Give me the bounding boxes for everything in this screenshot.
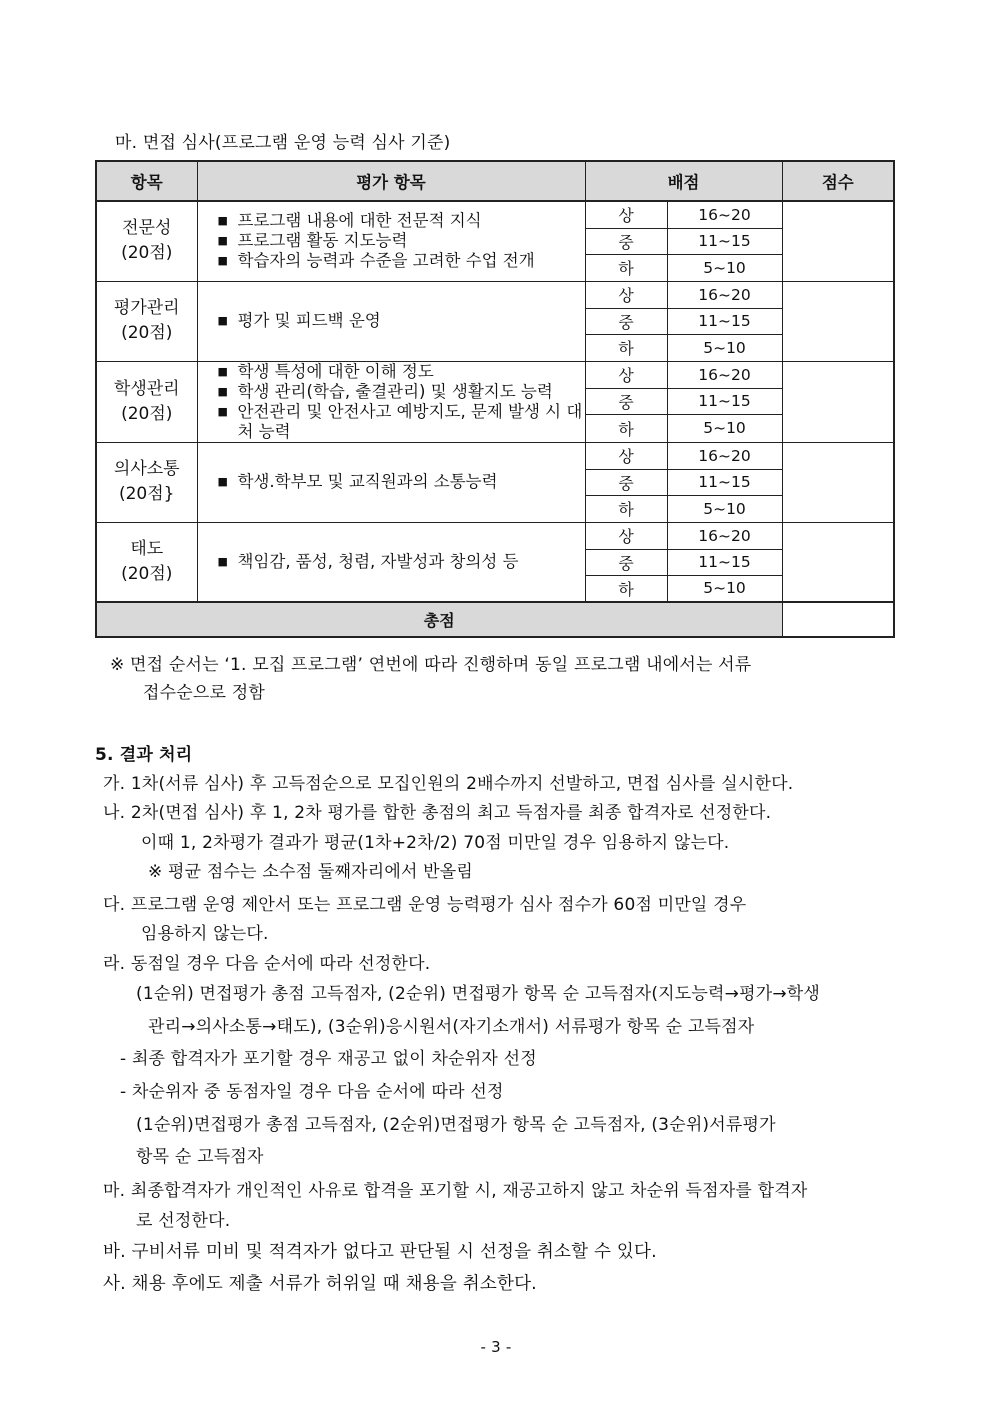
- grade-cell: 중: [585, 469, 667, 495]
- criteria-item: ■ 프로그램 내용에 대한 전문적 지식: [218, 211, 585, 231]
- criteria-item: ■ 안전관리 및 안전사고 예방지도, 문제 발생 시 대처 능력: [218, 402, 585, 442]
- score-cell: [782, 281, 894, 361]
- criteria-item: ■ 학생 관리(학습, 출결관리) 및 생활지도 능력: [218, 382, 585, 402]
- criteria-item: ■ 학생.학부모 및 교직원과의 소통능력: [218, 472, 585, 492]
- criteria-category-name: 학생관리: [113, 378, 180, 399]
- clause-da-cont: 임용하지 않는다.: [141, 924, 269, 944]
- clause-ra-sub-1: - 최종 합격자가 포기할 경우 재공고 없이 차순위자 선정: [120, 1049, 537, 1069]
- points-range-cell: 11~15: [667, 308, 782, 334]
- grade-cell: 상: [585, 522, 667, 549]
- criteria-category-name: 태도: [130, 538, 164, 559]
- clause-ma-cont: 로 선정한다.: [136, 1211, 231, 1231]
- grade-cell: 중: [585, 388, 667, 414]
- criteria-item: ■ 프로그램 활동 지도능력: [218, 231, 585, 251]
- grade-cell: 하: [585, 415, 667, 442]
- header-category: 항목: [96, 161, 197, 201]
- clause-ra-sub-2-priority-cont: 항목 순 고득점자: [136, 1147, 264, 1167]
- clause-ba: 바. 구비서류 미비 및 적격자가 없다고 판단될 시 선정을 취소할 수 있다.: [103, 1242, 657, 1262]
- grade-cell: 중: [585, 308, 667, 334]
- criteria-row: [96, 281, 894, 308]
- clause-ra-priority: (1순위) 면접평가 총점 고득점자, (2순위) 면접평가 항목 순 고득점자(지도능력→평가→학생: [136, 984, 821, 1004]
- clause-da: 다. 프로그램 운영 제안서 또는 프로그램 운영 능력평가 심사 점수가 60점 미만일 경우: [103, 895, 747, 915]
- criteria-category: [96, 442, 197, 522]
- grade-cell: 하: [585, 575, 667, 602]
- page-number: - 3 -: [480, 1338, 512, 1356]
- criteria-row: [96, 522, 894, 549]
- criteria-items: [197, 201, 585, 281]
- clause-ra-sub-2: - 차순위자 중 동점자일 경우 다음 순서에 따라 선정: [120, 1082, 504, 1102]
- criteria-items: [197, 281, 585, 361]
- points-range-cell: 5~10: [667, 334, 782, 361]
- points-range-cell: 16~20: [667, 442, 782, 469]
- points-range-cell: 16~20: [667, 522, 782, 549]
- criteria-item: ■ 학습자의 능력과 수준을 고려한 수업 전개: [218, 251, 585, 271]
- total-label: 총점: [96, 602, 782, 637]
- interview-order-note-cont: 접수순으로 정함: [143, 683, 265, 703]
- score-cell: [782, 201, 894, 281]
- criteria-item: ■ 책임감, 품성, 청렴, 자발성과 창의성 등: [218, 552, 585, 572]
- points-range-cell: 5~10: [667, 495, 782, 522]
- header-score: 점수: [782, 161, 894, 201]
- header-items: 평가 항목: [197, 161, 585, 201]
- total-score-cell: [782, 602, 894, 637]
- grade-cell: 중: [585, 228, 667, 254]
- criteria-category-name: 전문성: [122, 218, 172, 239]
- grade-cell: 하: [585, 254, 667, 281]
- points-range-cell: 16~20: [667, 201, 782, 228]
- points-range-cell: 11~15: [667, 228, 782, 254]
- criteria-items: [197, 442, 585, 522]
- points-range-cell: 11~15: [667, 388, 782, 414]
- criteria-item: ■ 평가 및 피드백 운영: [218, 311, 585, 331]
- criteria-items: [197, 361, 585, 442]
- criteria-row: [96, 201, 894, 228]
- criteria-category-points: (20점): [121, 243, 173, 264]
- total-row: [96, 602, 894, 637]
- criteria-category: [96, 522, 197, 602]
- clause-ma: 마. 최종합격자가 개인적인 사유로 합격을 포기할 시, 재공고하지 않고 차순위 득점자를 합격자: [103, 1181, 808, 1201]
- clause-ra-sub-2-priority: (1순위)면접평가 총점 고득점자, (2순위)면접평가 항목 순 고득점자, (3순위)서류평가: [136, 1115, 776, 1135]
- points-range-cell: 11~15: [667, 549, 782, 575]
- clause-na-cont: 이때 1, 2차평가 결과가 평균(1차+2차/2) 70점 미만일 경우 임용하지 않는다.: [141, 833, 730, 853]
- header-points: 배점: [585, 161, 782, 201]
- clause-ra-priority-cont: 관리→의사소통→태도), (3순위)응시원서(자기소개서) 서류평가 항목 순 고득점자: [148, 1017, 755, 1037]
- grade-cell: 하: [585, 495, 667, 522]
- grade-cell: 상: [585, 361, 667, 388]
- clause-ga: 가. 1차(서류 심사) 후 고득점순으로 모집인원의 2배수까지 선발하고, 면접 심사를 실시한다.: [103, 774, 794, 794]
- table-caption: 마. 면접 심사(프로그램 운영 능력 심사 기준): [115, 133, 451, 153]
- criteria-item: ■ 학생 특성에 대한 이해 정도: [218, 362, 585, 382]
- criteria-category-name: 의사소통: [113, 459, 180, 479]
- score-cell: [782, 442, 894, 522]
- points-range-cell: 5~10: [667, 254, 782, 281]
- criteria-category: [96, 361, 197, 442]
- points-range-cell: 16~20: [667, 281, 782, 308]
- score-cell: [782, 361, 894, 442]
- section-title: 5. 결과 처리: [95, 745, 193, 765]
- points-range-cell: 5~10: [667, 575, 782, 602]
- clause-sa: 사. 채용 후에도 제출 서류가 허위일 때 채용을 취소한다.: [103, 1274, 537, 1294]
- interview-criteria-table: [95, 160, 895, 638]
- points-range-cell: 5~10: [667, 415, 782, 442]
- criteria-row: [96, 361, 894, 388]
- criteria-items: [197, 522, 585, 602]
- score-cell: [782, 522, 894, 602]
- criteria-category-points: (20점}: [118, 484, 175, 504]
- grade-cell: 상: [585, 281, 667, 308]
- criteria-category-points: (20점): [121, 323, 173, 343]
- criteria-category: [96, 201, 197, 281]
- criteria-row: [96, 442, 894, 469]
- clause-na: 나. 2차(면접 심사) 후 1, 2차 평가를 합한 총점의 최고 득점자를 최종 합격자로 선정한다.: [103, 803, 772, 823]
- grade-cell: 상: [585, 201, 667, 228]
- criteria-category-points: (20점): [121, 403, 173, 424]
- table-header-row: [96, 161, 894, 201]
- criteria-category: [96, 281, 197, 361]
- grade-cell: 중: [585, 549, 667, 575]
- clause-na-note: ※ 평균 점수는 소수점 둘째자리에서 반올림: [148, 862, 474, 882]
- grade-cell: 하: [585, 334, 667, 361]
- clause-ra: 라. 동점일 경우 다음 순서에 따라 선정한다.: [103, 954, 431, 974]
- grade-cell: 상: [585, 442, 667, 469]
- points-range-cell: 11~15: [667, 469, 782, 495]
- criteria-category-name: 평가관리: [113, 298, 180, 318]
- criteria-category-points: (20점): [121, 563, 173, 584]
- points-range-cell: 16~20: [667, 361, 782, 388]
- interview-order-note: ※ 면접 순서는 ‘1. 모집 프로그램’ 연번에 따라 진행하며 동일 프로그램 내에서는 서류: [110, 655, 752, 675]
